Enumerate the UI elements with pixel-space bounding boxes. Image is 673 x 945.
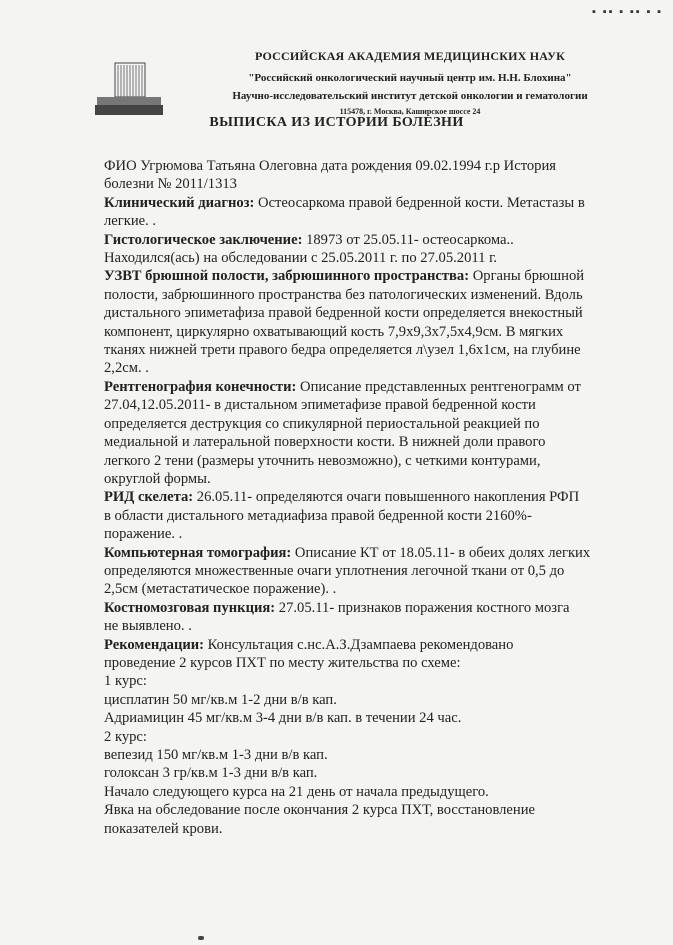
center-name: "Российский онкологический научный центр им. Н.Н. Блохина" [248, 72, 572, 84]
institute-name: Научно-исследовательский институт детской онкологии и гематологии [232, 90, 588, 102]
ct-label: Компьютерная томография: [104, 544, 292, 561]
recommendations-label: Рекомендации: [104, 636, 205, 653]
bone-marrow-paragraph: Костномозговая пункция: 27.05.11- признаков поражения костного мозга [104, 599, 570, 616]
followup-line: Явка на обследование после окончания 2 курса ПХТ, восстановление [104, 802, 536, 819]
patient-line: болезни № 2011/1313 [104, 176, 237, 193]
xray-paragraph: Рентгенография конечности: Описание представленных рентгенограмм от [104, 378, 581, 395]
recommendations-paragraph: Рекомендации: Консультация с.нс.А.З.Дзампаева рекомендовано [104, 636, 514, 653]
course-drug: голоксан 3 гр/кв.м 1-3 дни в/в кап. [104, 765, 318, 782]
diagnosis-label: Клинический диагноз: [104, 194, 255, 211]
ct-paragraph: Компьютерная томография: Описание КТ от 18.05.11- в обеих долях легких [104, 544, 591, 561]
institute-address: 115478, г. Москва, Каширское шоссе 24 [339, 107, 481, 116]
course-heading: 2 курс: [104, 728, 147, 745]
institute-logo [95, 57, 163, 117]
histology-label: Гистологическое заключение: [104, 231, 303, 248]
next-course-line: Начало следующего курса на 21 день от начала предыдущего. [104, 783, 489, 800]
xray-label: Рентгенография конечности: [104, 378, 297, 395]
document-title: ВЫПИСКА ИЗ ИСТОРИИ БОЛЕЗНИ [209, 115, 464, 130]
patient-line: ФИО Угрюмова Татьяна Олеговна дата рождения 09.02.1994 г.р История [104, 158, 557, 174]
course-heading: 1 курс: [104, 673, 147, 690]
bone-marrow-label: Костномозговая пункция: [104, 599, 276, 616]
edge-marks: ▪ ▪▪ ▪ ▪▪ ▪ ▪ [592, 6, 663, 18]
histology-paragraph: Гистологическое заключение: 18973 от 25.05.11- остеосаркома.. [104, 231, 514, 248]
rid-label: РИД скелета: [104, 489, 194, 506]
stay-line: Находился(ась) на обследовании с 25.05.2011 г. по 27.05.2011 г. [104, 250, 498, 267]
course-drug: вепезид 150 мг/кв.м 1-3 дни в/в кап. [104, 747, 328, 763]
rid-paragraph: РИД скелета: 26.05.11- определяются очаги повышенного накопления РФП [104, 489, 580, 506]
course-drug: цисплатин 50 мг/кв.м 1-2 дни в/в кап. [104, 691, 337, 708]
scan-mark [198, 936, 204, 940]
uzvt-paragraph: УЗВТ брюшной полости, забрюшинного пространства: Органы брюшной [104, 268, 585, 285]
followup-line: показателей крови. [104, 820, 223, 837]
document-body: ФИО Угрюмова Татьяна Олеговна дата рождения 09.02.1994 г.р История болезни № 2011/1313 Клинический диагноз: Остеосаркома правой бедренной кости. Метастазы в легкие. . Гистологическое заключение: 18973 от 25.05.11- остеосаркома.. Находился(ась) на обследовании с 25.05.2011 г. по 27.05.2011 г. УЗВТ брюшной полости, забрюшинного пространства: Органы брюшной полости, забрюшинного пространства без патологических изменений. Вдоль дистального эпиметафиза правой бедренной кости определяется внекостный компонент, циркулярно охватывающий кость 7,9х9,3х7,5х4,9см. В мягких тканях нижней трети правого бедра определяется л\узел 1,6х1см, на глубине 2,2см. . Рентгенография конечности: Описание представленных рентгенограмм от 27.04,12.05.2011- в дистальном эпиметафизе правой бедренной кости определяется деструкция со спикулярной периостальной реакцией по медиальной и латеральной поверхности кости. В нижней доли правого легкого 2 тени (размеры уточнить невозможно), с четкими контурами, округлой формы. РИД скелета: 26.05.11- определяются очаги повышенного накопления РФП в области дистального метадиафиза правой бедренной кости 2160%- поражение. . Компьютерная томография: Описание КТ от 18.05.11- в обеих долях легких определяются множественные очаги уплотнения легочной ткани от 0,5 до 2,5см (метастатическое поражение). . Костномозговая пункция: 27.05.11- признаков поражения костного мозга не выявлено. . Рекомендации: Консультация с.нс.А.З.Дзампаева рекомендовано проведение 2 курсов ПХТ по месту жительства по схеме: 1 курс: цисплатин 50 мг/кв.м 1-2 дни в/в кап. Адриамицин 45 мг/кв.м 3-4 дни в/в кап. в течении 24 час. 2 курс: вепезид 150 мг/кв.м 1-3 дни в/в кап. голоксан 3 гр/кв.м 1-3 дни в/в кап. Начало следующего курса на 21 день от начала предыдущего. Явка на обследование после окончания 2 курса ПХТ, восстановление показателей крови. [104, 157, 659, 838]
academy-name: РОССИЙСКАЯ АКАДЕМИЯ МЕДИЦИНСКИХ НАУК [254, 49, 565, 63]
uzvt-label: УЗВТ брюшной полости, забрюшинного пространства: [104, 268, 470, 285]
course-drug: Адриамицин 45 мг/кв.м 3-4 дни в/в кап. в течении 24 час. [104, 710, 462, 727]
letterhead [175, 45, 645, 116]
diagnosis-paragraph: Клинический диагноз: Остеосаркома правой бедренной кости. Метастазы в [104, 194, 585, 211]
